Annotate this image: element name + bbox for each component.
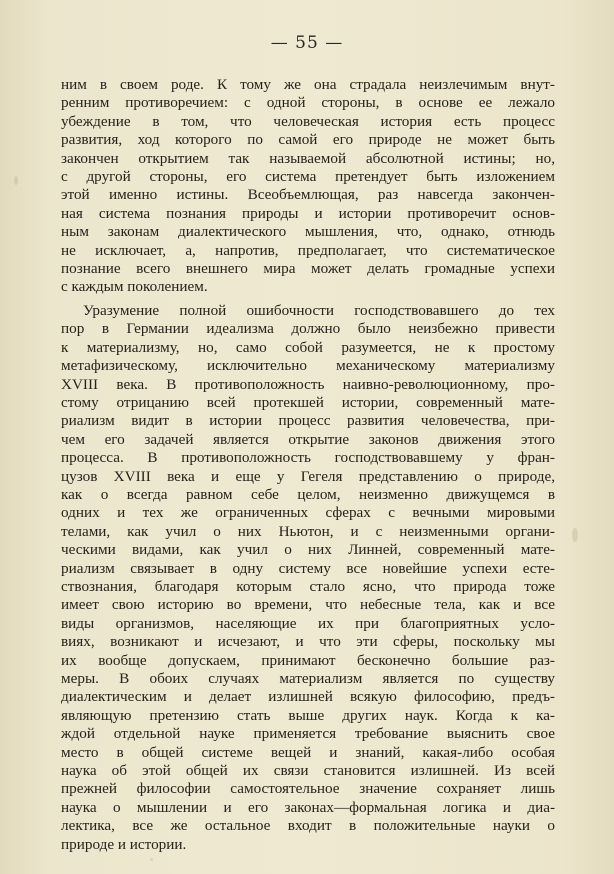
text-line: их вообще допускаем, принимают бесконечно большие раз- (61, 651, 555, 669)
paper-stain (572, 528, 578, 542)
page-number: — 55 — (270, 33, 344, 53)
text-line: ним в своем роде. К тому же она страдала неизлечимым внут- (61, 76, 555, 93)
text-line: развития, ход которого по самой его природе не может быть (61, 131, 555, 149)
paragraph-1 (61, 76, 555, 297)
text-line: Уразумение полной ошибочности господствовавшего до тех (83, 301, 555, 319)
text-line: природе и истории. (61, 835, 187, 853)
text-line: имеет свою историю во времени, что небесные тела, как и все (61, 596, 555, 614)
text-line: лектика, все же остальное входит в положительные науки о (61, 817, 555, 835)
text-line: пор в Германии идеализма должно было неизбежно привести (61, 320, 555, 338)
body-text (61, 76, 555, 854)
text-line: познание всего внешнего мира может делать громадные успехи (61, 260, 555, 278)
paragraph-2 (61, 302, 555, 854)
text-line: как о всегда равном себе целом, неизменно движущемся в (61, 485, 555, 503)
text-line: телами, как учил о них Ньютон, и с неизменными органи- (61, 522, 555, 540)
text-line: одних и тех же ограниченных сферах с вечными мировыми (61, 504, 555, 522)
text-line: чем его задачей является открытие законов движения этого (61, 430, 555, 448)
text-line: с другой стороны, его система претендует быть изложением (61, 168, 555, 186)
text-line: стому отрицанию всей протекшей истории, современный мате- (61, 393, 555, 411)
text-line: убеждение в том, что человеческая история есть процесс (61, 112, 555, 130)
text-line: ствознания, благодаря которым стало ясно, что природа тоже (61, 577, 555, 595)
text-line: меры. В обоих случаях материализм является по существу (61, 670, 555, 687)
text-line: риализм видит в истории процесс развития человечества, при- (61, 412, 555, 430)
text-line: виях, возникают и исчезают, и что эти сферы, поскольку мы (61, 633, 555, 651)
text-line: метафизическому, исключительно механическому материализму (61, 357, 555, 375)
text-line: ренним противоречием: с одной стороны, в основе ее лежало (61, 94, 555, 112)
paper-stain (14, 176, 18, 185)
text-line: XVIII века. В противоположность наивно-революционному, про- (61, 375, 555, 393)
text-line: к материализму, но, само собой разумеется, не к простому (61, 338, 555, 356)
text-line: цузов XVIII века и еще у Гегеля представлению о природе, (61, 467, 555, 485)
text-line: риализм связывает в одну систему все новейшие успехи есте- (61, 559, 555, 577)
text-line: диалектическим и делает излишней всякую философию, предъ- (61, 688, 555, 706)
text-line: наука о мышлении и его законах—формальная логика и диа- (61, 798, 555, 816)
text-line: место в общей системе вещей и знаний, какая-либо особая (61, 743, 555, 761)
text-line: ная система познания природы и истории противоречит основ- (61, 204, 555, 222)
text-line: ждой отдельной науке применяется требование выяснить свое (61, 725, 555, 743)
text-line: с каждым поколением. (61, 278, 208, 296)
text-line: не исключает, а, напротив, предполагает, что систематическое (61, 241, 555, 259)
text-line: виды организмов, населяющие их при благоприятных усло- (61, 614, 555, 632)
text-line: являющую претензию стать выше других наук. Когда к ка- (61, 706, 555, 724)
text-line: процесса. В противоположность господствовавшему у фран- (61, 449, 555, 467)
text-line: ческими видами, как учил о них Линней, современный мате- (61, 541, 555, 559)
text-line: ным законам диалектического мышления, что, однако, отнюдь (61, 223, 555, 241)
paper-stain (150, 858, 153, 861)
text-line: прежней философии самостоятельное значение сохраняет лишь (61, 780, 555, 798)
text-line: этой именно истины. Всеобъемлющая, раз навсегда закончен- (61, 186, 555, 204)
text-line: закончен открытием так называемой абсолютной истины; но, (61, 149, 555, 167)
text-line: наука об этой общей их связи становится излишней. Из всей (61, 762, 555, 780)
